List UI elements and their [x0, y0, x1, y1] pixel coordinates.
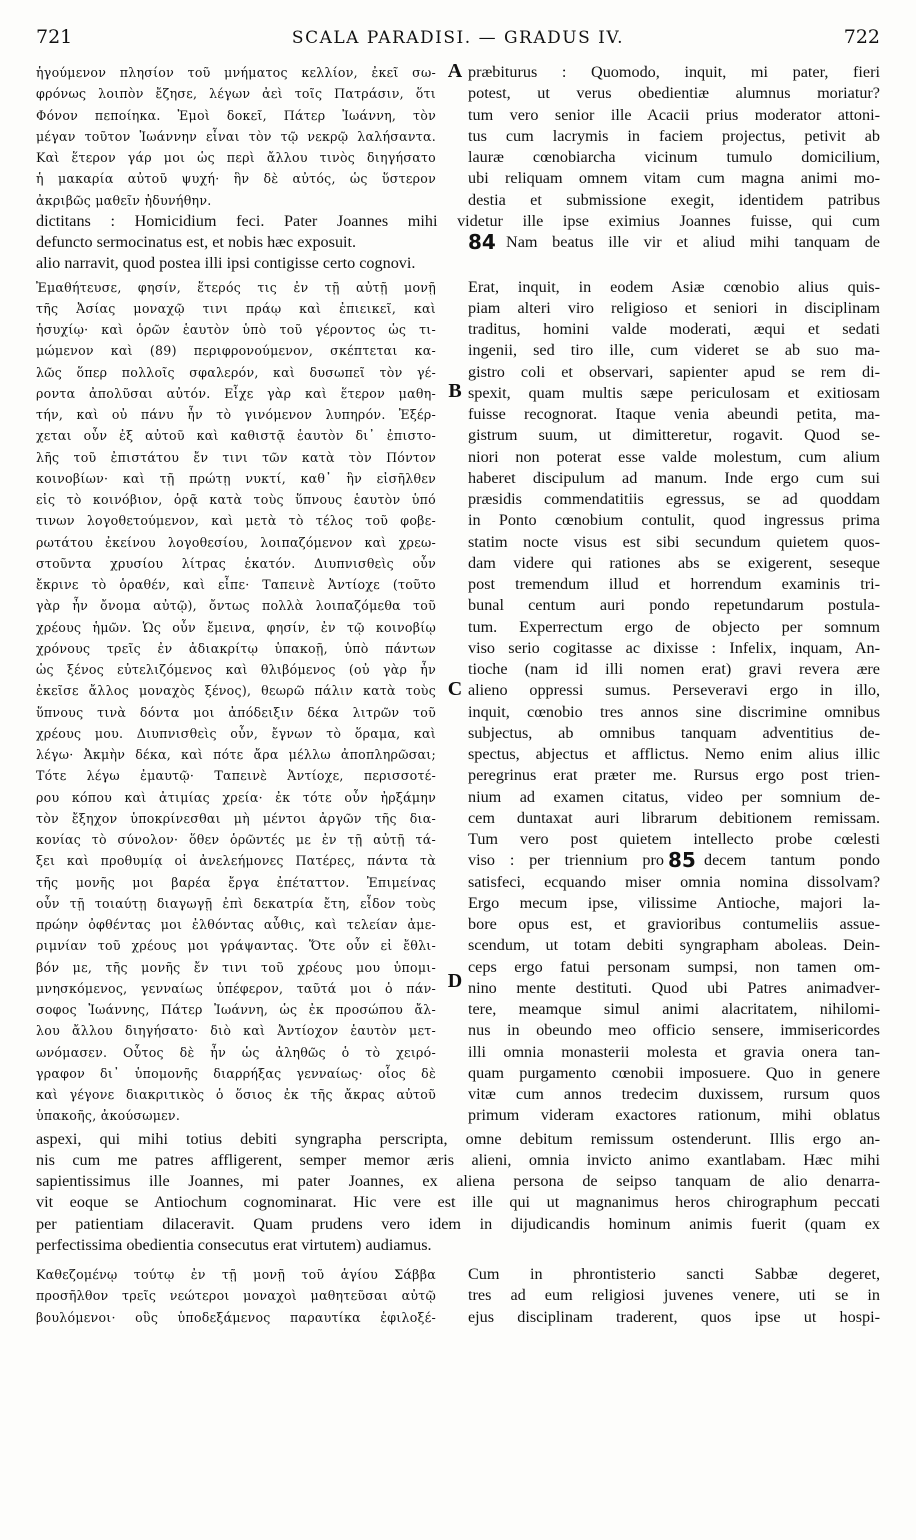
latin-line: subjectus, ab omnibus tanquam adventitius de-: [468, 723, 880, 742]
latin-line: gistrum suum, ut dimitteretur, rogavit. Quod se-: [468, 426, 880, 445]
greek-line: κοινοβίων· καὶ τῇ πρώτῃ νυκτί, καθ᾽ ἣν εἰσῆλθεν: [36, 470, 436, 486]
latin-line: spexit, quam multis sæpe periculosam et exitiosam: [468, 383, 880, 402]
latin-line: defuncto sermocinatus est, et nobis hæc exposuit.: [36, 233, 357, 251]
greek-line: ρωτάτου ἐκείνου λογοθεσίου, λοιπαζόμενον καὶ χρεω-: [36, 534, 436, 550]
column-number-85: 85: [668, 848, 696, 873]
greek-line: Καθεζομένῳ τούτῳ ἐν τῇ μονῇ τοῦ ἁγίου Σάββα: [36, 1267, 436, 1282]
greek-line: χρόνους τρεῖς ἐν ἀδιακρίτῳ ὑπακοῇ, ὑπὸ πάντων: [36, 640, 436, 656]
greek-line: χρέους μου. Διυπνισθεὶς οὖν, ἔγνων τὸ ὅραμα, καὶ: [36, 725, 436, 741]
page-number-right: 722: [843, 26, 880, 48]
latin-line: satisfeci, ecquando miser omnia nomina dissolvam?: [468, 872, 880, 891]
greek-line: καὶ γέγονε διακριτικὸς ὁ ὅσιος ἐκ τῆς ἄκρας αὐτοῦ: [36, 1087, 436, 1102]
greek-line: ἡ μακαρία αὐτοῦ ψυχή· ἣν δὲ αὐτός, ὡς ὕστερον: [36, 171, 436, 187]
greek-line: βουλόμενοι· οὓς ὑποδεξάμενος παραυτίκα ἐφιλοξέ-: [36, 1309, 436, 1325]
margin-letter-c: C: [447, 678, 463, 701]
latin-line: perfectissima obedientia consecutus erat virtutem) audiamus.: [36, 1235, 432, 1254]
greek-line: οὖν τῇ τοιαύτῃ διαγωγῇ ἐπὶ δεκατρία ἔτη, εἶδον τοὺς: [36, 895, 436, 911]
latin-line: nis cum me patres affligerent, semper memor æris alieni, omnia invicto animo exantlabam. Hæc mihi: [36, 1150, 880, 1169]
latin-line: cem duntaxat auri librarum debitionem remissam.: [468, 808, 880, 827]
latin-line: spectus, abjectus et afflictus. Nemo enim alius illic: [468, 745, 880, 763]
latin-line: Ergo mecum ipse, vilissime Antioche, majori la-: [468, 893, 880, 912]
latin-line: tioche (nam id illi nomen erat) gravi revera ære: [468, 660, 880, 678]
greek-line: κονίας τὸ σύνολον· ὅθεν ὁρῶντές με ἐν τῇ αὐτῇ τά-: [36, 832, 436, 847]
latin-line: peregrinus erat præter me. Rursus ergo post trien-: [468, 766, 880, 785]
latin-line: gistro coli et observari, sapienter apud se rem di-: [468, 362, 880, 381]
latin-line: ingenii, sed tiro ille, cum videret se ab suo ma-: [468, 341, 880, 360]
latin-line: præsidis commendatitiis egressus, se ad quoddam: [468, 490, 880, 508]
latin-line: quam purgamento cœnobii imposuere. Quo in genere: [468, 1063, 880, 1082]
latin-line: haberet discipulum ad manum. Inde ergo cum sui: [468, 468, 880, 487]
greek-line: λέγω· Ἀκμὴν δέκα, καὶ πότε ἄρα μέλλω ἀποπληρῶσαι;: [36, 747, 436, 762]
latin-line: illi omnia monasterii molesta et gravia onera tan-: [468, 1042, 880, 1061]
latin-line: statim nocte visus est sibi secundum quietem quos-: [468, 532, 880, 551]
greek-line: λῆς τοῦ ἐπιστάτου ἔν τινι τῶν κατὰ τὸν Πόντον: [36, 449, 436, 465]
greek-line: φρόνως λοιπὸν ἔζησε, λέγων ἀεὶ τοῖς Πατράσιν, ὅτι: [36, 86, 436, 102]
greek-line: ρου κόπου καὶ ἀτιμίας χρεία· ἐκ τότε οὖν ἠρξάμην: [36, 789, 436, 805]
latin-line: destia et submissione exegit, identidem patribus: [468, 190, 880, 209]
latin-line: alio narravit, quod postea illi ipsi contigisse certo cognovi.: [36, 254, 416, 273]
latin-line: tere, meamque simul animi alacritatem, nihilomi-: [468, 1000, 880, 1018]
latin-line: piam alteri viro religioso et seniori in disciplinam: [468, 298, 880, 317]
greek-line: ἀκριβῶς μαθεῖν ἠδυνήθην.: [36, 192, 212, 208]
greek-line: τινων λογοθετούμενον, καὶ μετὰ τὸ τέλος τοῦ φοβε-: [36, 513, 436, 529]
greek-line: στοῦντα χρυσίου λίτρας ἑκατόν. Διυπνισθεὶς οὖν: [36, 555, 436, 571]
latin-line: lauræ cœnobiarcha vicinum tumulo domicilium,: [468, 148, 880, 166]
greek-line: πρώην ὀφθέντας μοι ἐλθόντας αὖθις, καὶ τελείαν ἀμε-: [36, 917, 436, 932]
greek-line: ἔκρινε τὸ ὁραθέν, καὶ εἶπε· Ταπεινὲ Ἀντίοχε (τοῦτο: [36, 577, 436, 592]
greek-line: ριμνίαν τοῦ χρέους μοι γράψαντας. Ὅτε οὖν εἰ ἔθλι-: [36, 938, 436, 954]
greek-line: γὰρ ἦν ὄνομα αὐτῷ), ὄντως πολλὰ λοιπαζόμεθα τοῦ: [36, 598, 436, 614]
greek-line: ωνόμασεν. Οὗτος δὲ ἦν ὡς ἀληθῶς ὁ τὸ χειρό-: [36, 1044, 436, 1060]
latin-line: præbiturus : Quomodo, inquit, mi pater, fieri: [468, 63, 880, 81]
greek-line: μνησκόμενος, γενναίως ὑπέφερον, ταῦτά μοι ὁ πάν-: [36, 980, 436, 996]
latin-line: ejus disciplinam traderent, quos ipse ut hospi-: [468, 1307, 880, 1326]
greek-line: τήν, καὶ οὐ πάνυ ἦν τὸ γινόμενον λυπηρόν. Ἐξέρ-: [36, 407, 436, 422]
latin-line: traditus, homini valde moderati, æqui et sedati: [468, 320, 880, 338]
latin-line: ceps ergo fatui personam sumpsi, non tamen om-: [468, 957, 880, 976]
latin-line: Nam beatus ille vir et aliud mihi tanquam de: [506, 233, 880, 251]
latin-line: viso serio cogitasse ac dixisse : Infelix, inquam, An-: [468, 638, 880, 657]
greek-line: ροντα ἀπολῦσαι αὐτόν. Εἶχε γὰρ καὶ ἕτερον μαθη-: [36, 385, 436, 401]
latin-line: viso : per triennium pro: [468, 851, 664, 870]
greek-line: ἡγούμενον πλησίον τοῦ μνήματος κελλίον, ἐκεῖ σω-: [36, 65, 436, 80]
greek-line: τῆς μονῆς μοι βαρέα ἔργα ἐπέταττον. Ἐπιμείνας: [36, 874, 436, 890]
greek-line: ὑπακοῆς, ἀκούσωμεν.: [36, 1108, 181, 1124]
latin-line: per patientiam dilaceravit. Quam prudens vero idem in dijudicandis hominum animis fuerit (quam ex: [36, 1214, 880, 1233]
margin-letter-b: B: [448, 379, 462, 402]
greek-line: Φόνον πεποίηκα. Ἐμοὶ δοκεῖ, Πάτερ Ἰωάννη, τὸν: [36, 107, 436, 123]
latin-line: decem tantum pondo: [704, 851, 880, 870]
greek-line: εἰς τὸ κοινόβιον, ὁρᾷ κατὰ τοὺς ὕπνους ἑαυτὸν ὑπό: [36, 492, 436, 507]
greek-line: ὕπνους τινὰ δόντα μοι ἀπόδειξιν δέκα λιτρῶν τοῦ: [36, 704, 436, 720]
latin-line: Cum in phrontisterio sancti Sabbæ degeret,: [468, 1265, 880, 1283]
latin-line: bore opus est, et gravioribus contumeliis assue-: [468, 915, 880, 933]
latin-line: scendum, ut totam debiti syngrapham aboleas. Dein-: [468, 936, 880, 955]
greek-line: χρέους ἡμῶν. Ὡς οὖν ἔμεινα, φησίν, ἐν τῷ κοινοβίῳ: [36, 619, 436, 635]
greek-line: χεται οὖν ἐξ αὐτοῦ καὶ καθιστᾷ ἑαυτὸν δι᾽ ἐπιστο-: [36, 428, 436, 444]
greek-line: ἐκεῖσε ἄλλος μοναχὸς ξένος), θεωρῶ πάλιν κατὰ τοὺς: [36, 683, 436, 699]
latin-line: Erat, inquit, in eodem Asiæ cœnobio alius quis-: [468, 277, 880, 296]
latin-line: post tremendum illud et horrendum examinis tri-: [468, 575, 880, 593]
latin-line: potest, ut verus obedientiæ alumnus moriatur?: [468, 84, 880, 103]
latin-line: tres ad eum religiosi juvenes venere, uti se in: [468, 1286, 880, 1305]
greek-line: μέγαν τοῦτον Ἰωάννην εἶναι τὸν τῷ νεκρῷ λαλήσαντα.: [36, 128, 436, 144]
latin-line: nino mente destituti. Quod ubi Patres animadver-: [468, 978, 880, 997]
greek-line: ὡς ξένος εὐτελιζόμενος καὶ θλιβόμενος (οὐ γὰρ ἦν: [36, 662, 436, 677]
latin-line: primum videram exactores rationum, mihi oblatus: [468, 1106, 880, 1125]
greek-line: μώμενον καὶ (89) περιφρονούμενον, σκέπτεται κα-: [36, 343, 436, 359]
greek-line: Τότε λέγω ἐμαυτῷ· Ταπεινὲ Ἀντίοχε, περισσοτέ-: [36, 768, 436, 784]
greek-line: ἡσυχίῳ· καὶ ὁρῶν ἑαυτὸν ὑπὸ τοῦ γέροντος ὡς τι-: [36, 322, 436, 337]
latin-line: tus cum lacrymis in faciem projectus, petivit ab: [468, 126, 880, 145]
margin-letter-a: A: [447, 60, 463, 82]
latin-line: dictitans : Homicidium feci. Pater Joannes mihi videtur ille ipse eximius Joannes fuisse, qui cum: [36, 211, 880, 230]
margin-letter-d: D: [447, 969, 463, 992]
latin-line: in Ponto cœnobium contulit, quod ingressus prima: [468, 511, 880, 530]
latin-line: nium ad examen citatus, video per somnium de-: [468, 787, 880, 806]
latin-line: tum. Experrectum ergo de objecto per somnum: [468, 617, 880, 636]
latin-line: inquit, cœnobio tres annos sine discrimine omnibus: [468, 702, 880, 721]
latin-line: dam videre qui rationes abs se exigerent, seseque: [468, 553, 880, 572]
latin-line: vit eoque se Antiochum cognominarat. Hic vere est ille qui ut magnanimus heros chirographum peccati: [36, 1193, 880, 1212]
latin-line: nus in obeundo meo officio sensere, immisericordes: [468, 1021, 880, 1040]
latin-line: aspexi, qui mihi totius debiti syngrapha perscripta, omne debitum remissum ostenderunt. Illis ergo an-: [36, 1129, 880, 1148]
page-header: [36, 26, 880, 56]
greek-line: λῶς ὅπερ πολλοῖς σφαλερόν, καὶ δυσωπεῖ τὸν γέ-: [36, 364, 436, 380]
greek-line: τὸν ἔξηχον ὑποκρίνεσθαι μὴ μέντοι ἀργῶν τῆς δια-: [36, 810, 436, 826]
greek-line: προσῆλθον τρεῖς νεώτεροι μοναχοὶ μαθητεῦσαι αὐτῷ: [36, 1288, 436, 1304]
greek-line: Ἐμαθήτευσε, φησίν, ἕτερός τις ἐν τῇ αὐτῇ μονῇ: [36, 279, 436, 295]
latin-line: fuisse recognorat. Itaque venia abeundi petita, ma-: [468, 405, 880, 423]
latin-line: ubi reliquam omnem vitam cum magna animi mo-: [468, 169, 880, 188]
latin-line: bunal centum auri pondo repetundarum postula-: [468, 596, 880, 615]
greek-line: τῆς Ἀσίας μοναχῷ τινι πράῳ καὶ ἐπιεικεῖ, καὶ: [36, 300, 436, 316]
latin-line: alieno oppressi sumus. Perseveravi ergo in illo,: [468, 681, 880, 700]
latin-line: sapientissimus ille Joannes, mi pater Joannes, ex aliena persona de seipso tanquam de alio denarra-: [36, 1172, 880, 1190]
latin-line: vitæ cum annos tredecim duxissem, rursum quos: [468, 1085, 880, 1103]
latin-line: niori non poterat esse valde molestum, cum alium: [468, 447, 880, 466]
greek-line: Καὶ ἕτερον γάρ μοι ὡς περὶ ἄλλου τινὸς διηγήσατο: [36, 150, 436, 165]
greek-line: σοφος Ἰωάννης, Πάτερ Ἰωάννη, ὡς ἐκ προσώπου ἄλ-: [36, 1002, 436, 1017]
greek-line: γραφον δι᾽ ὑπομονῆς διαρρήξας γενναίως· οἷος δὲ: [36, 1065, 436, 1081]
column-number-84: 84: [468, 230, 496, 254]
greek-line: λου ἄλλου διηγήσατο· διὸ καὶ Ἀντίοχον ἑαυτὸν μετ-: [36, 1023, 436, 1039]
greek-line: βόν με, τῆς μονῆς ἔν τινι τοῦ χρέους μου ὑπομι-: [36, 959, 436, 975]
page-number-left: 721: [36, 26, 73, 48]
latin-line: tum vero senior ille Acacii prius moderator attoni-: [468, 105, 880, 124]
latin-line: Tum vero post quietem intellecto probe cœlesti: [468, 830, 880, 848]
running-title: SCALA PARADISI. — GRADUS IV.: [291, 28, 625, 48]
greek-line: ξει καὶ προθυμίᾳ οἱ ἀνελεήμονες Πατέρες, πάντα τὰ: [36, 853, 436, 869]
